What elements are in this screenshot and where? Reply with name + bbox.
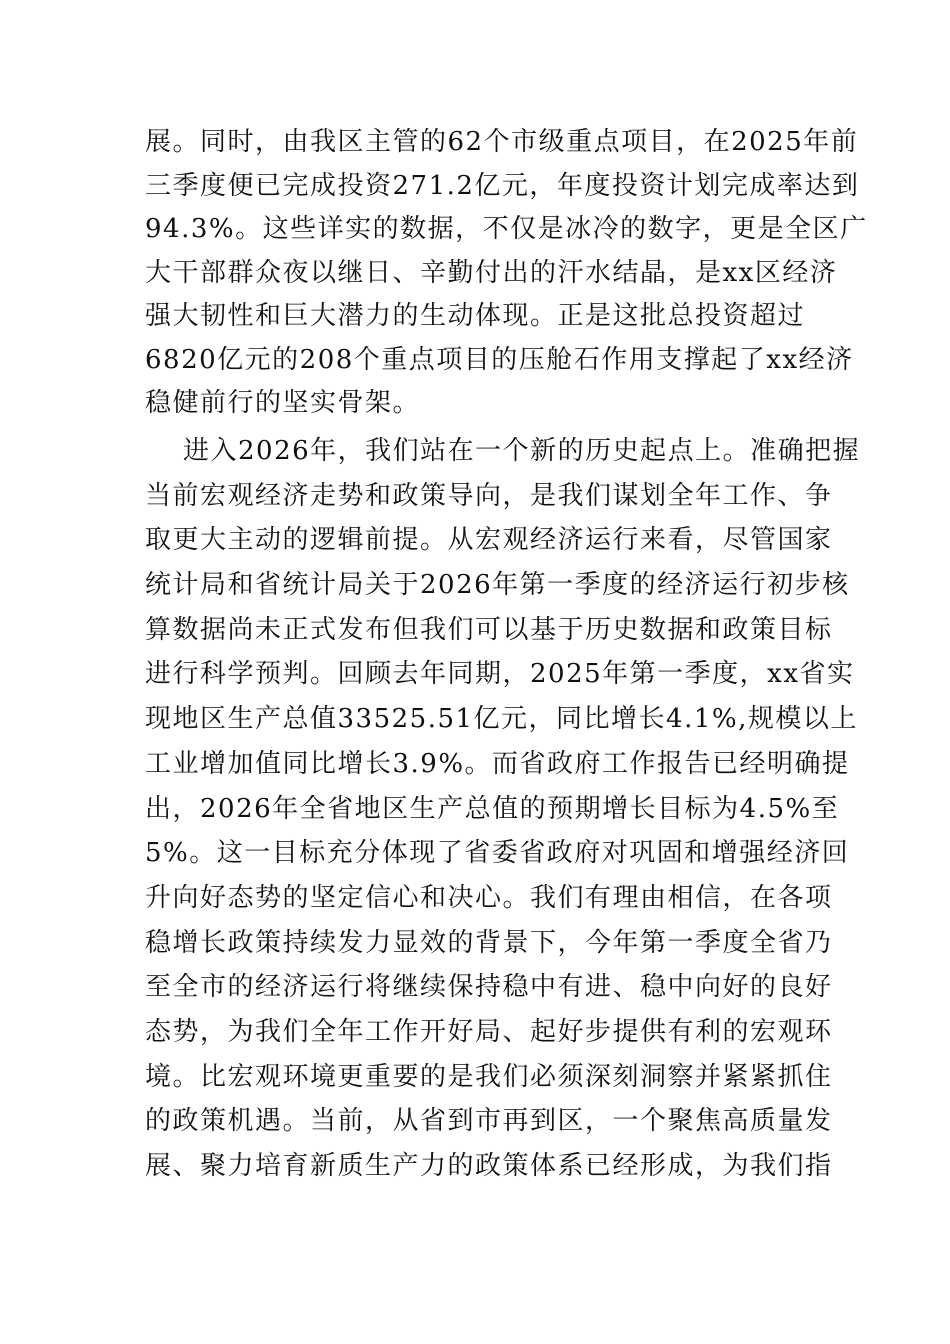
text-line: 取更大主动的逻辑前提。从宏观经济运行来看，尽管国家 — [145, 525, 833, 556]
text-line: 5%。这一目标充分体现了省委省政府对巩固和增强经济回 — [145, 838, 850, 869]
text-line: 展、聚力培育新质生产力的政策体系已经形成，为我们指 — [145, 1151, 833, 1181]
text-line: 6820亿元的208个重点项目的压舱石作用支撑起了xx经济 — [145, 344, 854, 375]
text-line: 态势，为我们全年工作开好局、起好步提供有利的宏观环 — [145, 1016, 833, 1047]
text-line: 境。比宏观环境更重要的是我们必须深刻洞察并紧紧抓住 — [145, 1061, 833, 1092]
text-line: 进行科学预判。回顾去年同期，2025年第一季度，xx省实 — [145, 659, 855, 690]
text-line: 稳健前行的坚实骨架。 — [145, 388, 421, 418]
text-line: 94.3%。这些详实的数据，不仅是冰冷的数字，更是全区广 — [145, 214, 868, 244]
text-line: 统计局和省统计局关于2026年第一季度的经济运行初步核 — [145, 570, 850, 601]
text-line: 的政策机遇。当前，从省到市再到区，一个聚焦高质量发 — [145, 1106, 833, 1137]
text-line: 进入2026年，我们站在一个新的历史起点上。准确把握 — [183, 436, 861, 466]
text-line: 强大韧性和巨大潜力的生动体现。正是这批总投资超过 — [145, 301, 806, 331]
paragraph-1 — [145, 121, 868, 426]
text-line: 现地区生产总值33525.51亿元，同比增长4.1%,规模以上 — [145, 704, 858, 735]
text-line: 稳增长政策持续发力显效的背景下，今年第一季度全省乃 — [145, 927, 833, 958]
text-line: 至全市的经济运行将继续保持稳中有进、稳中向好的良好 — [145, 972, 833, 1003]
text-line: 大干部群众夜以继日、辛勤付出的汗水结晶，是xx区经济 — [145, 257, 838, 288]
text-line: 算数据尚未正式发布但我们可以基于历史数据和政策目标 — [145, 614, 833, 645]
text-line: 工业增加值同比增长3.9%。而省政府工作报告已经明确提 — [145, 748, 850, 779]
text-line: 展。同时，由我区主管的62个市级重点项目，在2025年前 — [145, 127, 859, 157]
text-line: 出，2026年全省地区生产总值的预期增长目标为4.5%至 — [145, 793, 840, 824]
text-line: 升向好态势的坚定信心和决心。我们有理由相信，在各项 — [145, 882, 833, 913]
paragraph-2 — [145, 429, 861, 1189]
text-line: 三季度便已完成投资271.2亿元，年度投资计划完成率达到 — [145, 170, 860, 201]
text-line: 当前宏观经济走势和政策导向，是我们谋划全年工作、争 — [145, 480, 833, 511]
